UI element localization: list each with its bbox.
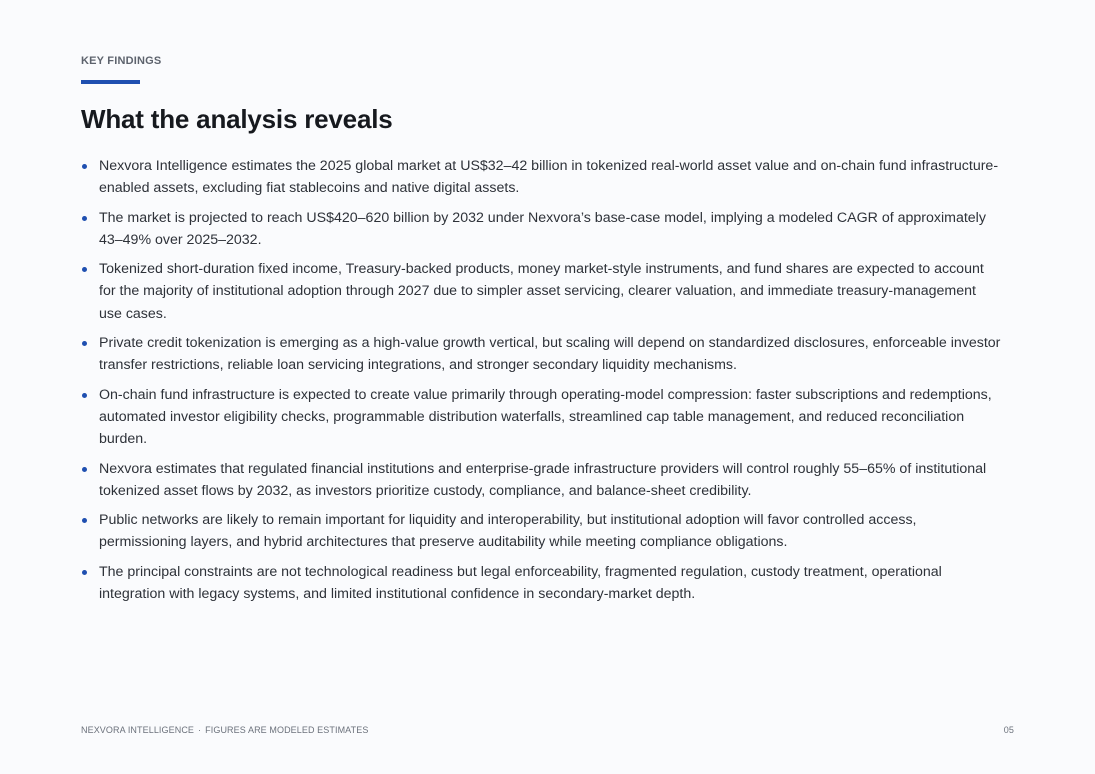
finding-text: The market is projected to reach US$420–620 billion by 2032 under Nexvora’s base-case model, implying a modeled CAGR of approximately 43–49% over 2025–2032. xyxy=(99,209,986,248)
bullet-icon xyxy=(82,393,87,398)
finding-item xyxy=(81,332,1001,377)
report-page xyxy=(81,0,1021,774)
bullet-icon xyxy=(82,467,87,472)
footer-left xyxy=(81,725,368,735)
bullet-icon xyxy=(82,164,87,169)
finding-item xyxy=(81,561,1001,606)
bullet-icon xyxy=(82,216,87,221)
page-title: What the analysis reveals xyxy=(81,104,393,134)
finding-item xyxy=(81,258,1001,325)
finding-item xyxy=(81,458,1001,503)
finding-item xyxy=(81,207,1001,252)
accent-bar xyxy=(81,80,140,84)
finding-text: Nexvora estimates that regulated financial institutions and enterprise-grade infrastructure providers will control roughly 55–65% of institutional tokenized asset flows by 2032, as investors prioritize custody, compliance, and balance-sheet credibility. xyxy=(99,460,987,499)
finding-item xyxy=(81,384,1001,451)
bullet-icon xyxy=(82,267,87,272)
finding-item xyxy=(81,155,1001,200)
finding-item xyxy=(81,509,1001,554)
finding-text: Nexvora Intelligence estimates the 2025 global market at US$32–42 billion in tokenized real-world asset value and on-chain fund infrastructure-enabled assets, excluding fiat stablecoins and native digital assets. xyxy=(99,158,999,197)
finding-text: Tokenized short-duration fixed income, Treasury-backed products, money market-style instruments, and fund shares are expected to account for the majority of institutional adoption through 2027 due to simpler asset servicing, clearer valuation, and immediate treasury-management use cases. xyxy=(99,261,984,322)
bullet-icon xyxy=(82,341,87,346)
bullet-icon xyxy=(82,570,87,575)
findings-list xyxy=(81,155,1001,612)
finding-text: On-chain fund infrastructure is expected to create value primarily through operating-model compression: faster subscriptions and redemptions, automated investor eligibility checks, programmable distribution waterfalls, streamlined cap table management, and reduced reconciliation burden. xyxy=(99,386,992,448)
footer-separator: · xyxy=(198,725,202,735)
finding-text: Public networks are likely to remain important for liquidity and interoperability, but institutional adoption will favor controlled access, permissioning layers, and hybrid architectures that preserve auditability while meeting compliance obligations. xyxy=(99,512,917,551)
page-number: 05 xyxy=(1003,725,1014,735)
footer-note: FIGURES ARE MODELED ESTIMATES xyxy=(205,725,369,735)
bullet-icon xyxy=(82,518,87,523)
footer-brand: NEXVORA INTELLIGENCE xyxy=(81,725,195,735)
section-label: KEY FINDINGS xyxy=(81,55,162,67)
finding-text: The principal constraints are not technological readiness but legal enforceability, fragmented regulation, custody treatment, operational integration with legacy systems, and limited institutional confidence in secondary-market depth. xyxy=(99,563,942,603)
finding-text: Private credit tokenization is emerging as a high-value growth vertical, but scaling will depend on standardized disclosures, enforceable investor transfer restrictions, reliable loan servicing integrations, and stronger secondary liquidity mechanisms. xyxy=(99,335,1001,374)
